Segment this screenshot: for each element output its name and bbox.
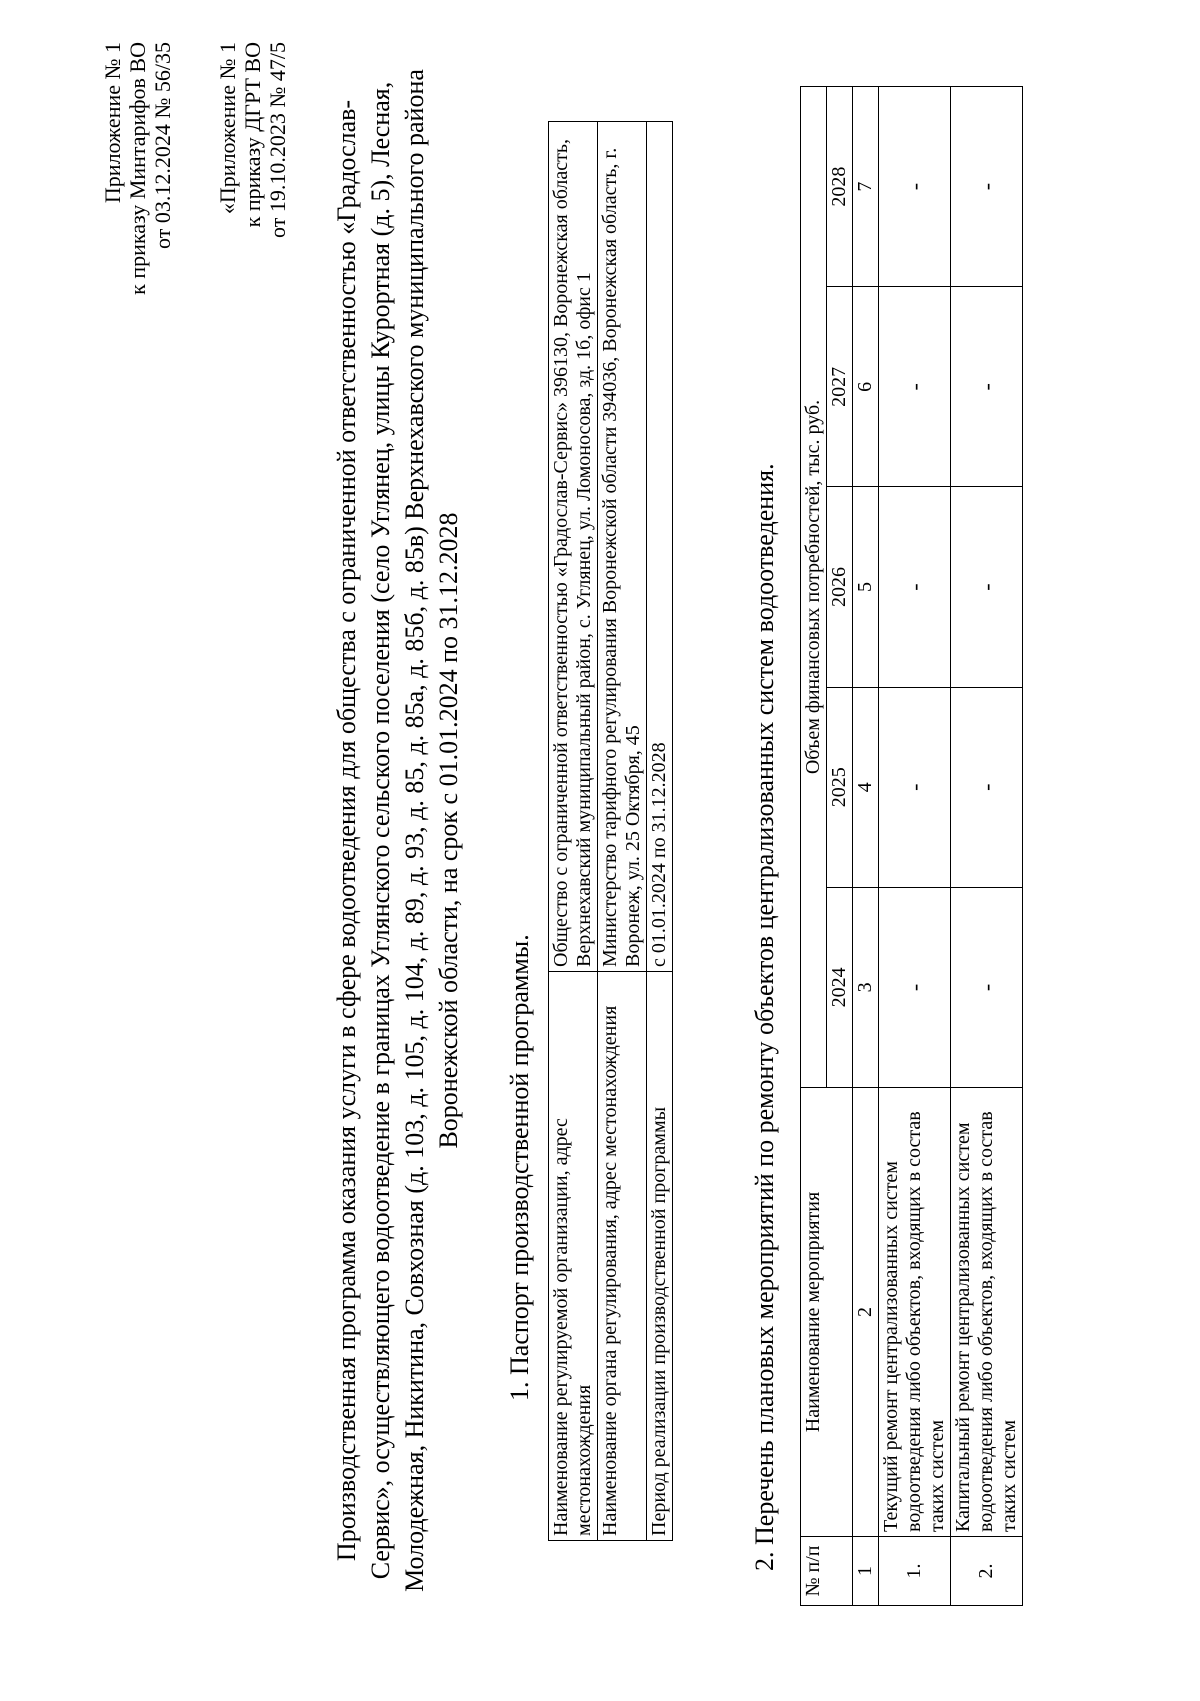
passport-table [548,121,673,1541]
col-number: 3 [853,887,879,1087]
table-row [951,87,1023,1606]
col-header-year: 2024 [827,887,853,1087]
measure-name: Капитальный ремонт централизованных систем водоотведения либо объектов, входящих в состав таких систем [951,1088,1023,1537]
measure-value: - [951,887,1023,1087]
measure-value: - [879,87,951,287]
measure-value: - [951,87,1023,287]
measure-value: - [951,687,1023,887]
passport-value: Общество с ограниченной ответственностью «Градослав-Сервис» 396130, Воронежская область, Верхнехавский муниципальный район, с. Углянец, ул. Ломоносова, зд. 1б, офис 1 [549,122,598,972]
col-header-name: Наименование мероприятия [801,1088,853,1537]
passport-label: Период реализации производственной программы [647,972,673,1541]
col-header-num: № п/п [801,1537,853,1606]
col-header-year: 2027 [827,287,853,487]
appendix-line: к приказу ДГРТ ВО [240,42,265,228]
measure-value: - [879,887,951,1087]
measure-name: Текущий ремонт централизованных систем водоотведения либо объектов, входящих в состав таких систем [879,1088,951,1537]
col-number: 5 [853,487,879,687]
measure-value: - [879,487,951,687]
appendix-line: Приложение № 1 [100,42,125,204]
section-2-heading: 2. Перечень плановых мероприятий по ремонту объектов централизованных систем водоотведения. [750,463,779,1571]
appendix-note-previous [215,42,290,402]
measure-value: - [879,687,951,887]
row-number: 2. [951,1537,1023,1606]
passport-value: с 01.01.2024 по 31.12.2028 [647,122,673,972]
col-number: 6 [853,287,879,487]
appendix-line: к приказу Минтарифов ВО [125,42,150,295]
passport-label: Наименование регулируемой организации, адрес местонахождения [549,972,598,1541]
col-number: 7 [853,87,879,287]
col-header-year: 2025 [827,687,853,887]
col-number: 4 [853,687,879,887]
row-number: 1. [879,1537,951,1606]
table-row [598,122,647,1541]
section-1-heading: 1. Паспорт производственной программы. [505,934,534,1401]
col-number: 2 [853,1088,879,1537]
document-title: Производственная программа оказания услуги в сфере водоотведения для общества с ограниченной ответственностью «Градослав-Сервис», осуществляющего водоотведение в границах Углянского сельского поселения (село Углянец, улицы Курортная (д. 5), Лесная, Молодежная, Никитина, Совхозная (д. 103, д. 105, д. 104, д. 89, д. 93, д. 85, д. 85а, д. 85б, д. 85в) Верхнехавского муниципального района Воронежской области, на срок с 01.01.2024 по 31.12.2028 [332,69,463,1592]
passport-value: Министерство тарифного регулирования Воронежской области 394036, Воронежская область, г. Воронеж, ул. 25 Октября, 45 [598,122,647,972]
table-colnum-row [853,87,879,1606]
appendix-line: от 03.12.2024 № 56/35 [150,42,175,249]
appendix-note-current [100,42,175,402]
measures-table [800,86,1023,1606]
table-row [879,87,951,1606]
col-header-year: 2026 [827,487,853,687]
measure-value: - [879,287,951,487]
passport-label: Наименование органа регулирования, адрес местонахождения [598,972,647,1541]
table-row [549,122,598,1541]
col-header-year: 2028 [827,87,853,287]
table-header-row [801,87,827,1606]
measure-value: - [951,487,1023,687]
col-header-volume: Объем финансовых потребностей, тыс. руб. [801,87,827,1088]
measure-value: - [951,287,1023,487]
table-row [647,122,673,1541]
col-number: 1 [853,1537,879,1606]
appendix-line: «Приложение № 1 [215,42,240,215]
appendix-line: от 19.10.2023 № 47/5 [265,42,290,238]
